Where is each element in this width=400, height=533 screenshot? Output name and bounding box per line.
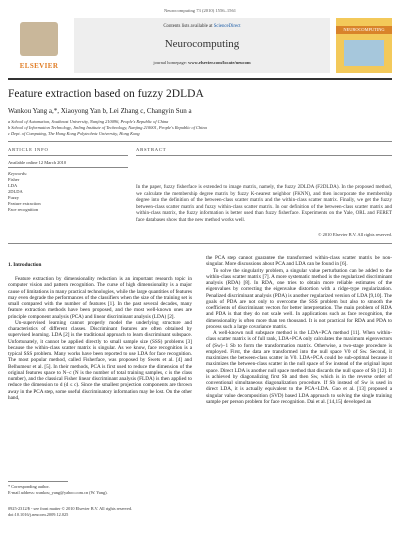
abstract-copyright: © 2010 Elsevier B.V. All rights reserved.	[318, 232, 392, 237]
issn-line: 0925-2312/$ - see front matter © 2010 Elsevier B.V. All rights reserved.	[8, 506, 133, 511]
abstract-heading: ABSTRACT	[136, 147, 167, 152]
keywords-label: Keywords:	[8, 171, 28, 176]
paragraph: A well-known null subspace method is the LDA+PCA method [11]. When within-class scatter matrix is of full rank, LDA+PCA only calculates the maximum eigenvectors of (Sw)−1 Sb to form the transformation matrix. Otherwise, a two-stage procedure is employed. First, the data are transformed into the null space V0 of Sw. Second, it maximizes the between-class scatter in V0. LDA+PCA could be sub-optimal because it maximizes the between-class scatter in the null space of Sw instead of the original input space. Direct LDA is another null space method that discards the null space of Sb [12]. It is achieved by diagonalizing first Sb and then Sw, which is in the reverse order of conventional simultaneous diagonalization procedure. If Sb instead of Sw is used in direct LDA, it is actually equivalent to the PCA+LDA. Gao et al. [13] proposed a singular value decomposition (SVD) based LDA approach to solving the single training sample per person problem for face recognition. Dai et al. [14,15] developed an	[206, 330, 392, 405]
paragraph: Feature extraction by dimensionality reduction is an important research topic in computer vision and pattern recognition. The curse of high dimensionality is a major cause of limitations in many practical technologies, while the large quantities of features may even degrade the performances of the classifiers when the size of the training set is small compared with the number of features [1]. In the past several decades, many feature extraction methods have been proposed, and the most well-known ones are principle component analysis (PCA) and linear discriminant analysis (LDA) [2].	[8, 276, 192, 320]
paragraph: the PCA step cannot guarantee the transformed within-class scatter matrix be non-singular. More discussions about PCA and LDA can be found in [6].	[206, 255, 392, 268]
journal-cover	[336, 18, 392, 73]
divider	[8, 141, 392, 142]
doi-link[interactable]: doi:10.1016/j.neucom.2009.12.025	[8, 512, 69, 517]
homepage-prefix: journal homepage:	[153, 60, 189, 65]
sciencedirect-link[interactable]: ScienceDirect	[213, 24, 241, 29]
tree-logo-icon	[20, 22, 58, 56]
keyword: Feature extraction	[8, 201, 41, 206]
section-heading: 1. Introduction	[8, 262, 42, 268]
paragraph: To solve the singularity problem, a singular value perturbation can be added to the within-class scatter matrix [7]. A more systematic method is the regularized discriminant analysis (RDA) [8]. In RDA, one tries to obtain more reliable estimates of the eigenvalues by correcting the eigenvalue distortion with a ridge-type regularization. Penalized discriminant analysis (PDA) is another regularized version of LDA [9,10]. The goals of PDA are not only to overcome the SSS problem but also to smooth the coefficients of discriminant vectors for better interpretation. The main problem of RDA and PDA is that they do not scale well. In applications such as face recognition, the dimensionality is often more than ten thousand. It is not practical for RDA and PDA to process such a large covariance matrix.	[206, 267, 392, 330]
affiliation: b School of Information Technology, Jinling Institute of Technology, Nanjing 210001, People's Republic of China	[8, 125, 207, 130]
affiliation: c Dept. of Computing, The Hong Kong Polytechnic University, Hong Kong	[8, 131, 140, 136]
journal-citation: Neurocomputing 73 (2010) 1556–1561	[163, 8, 237, 13]
footnote-rule	[8, 481, 68, 482]
divider	[8, 243, 392, 244]
divider	[8, 155, 128, 156]
body-column-left	[8, 276, 192, 401]
journal-header	[8, 18, 392, 73]
article-info-heading: ARTICLE INFO	[8, 147, 49, 152]
keyword: Fisher	[8, 177, 20, 182]
contents-prefix: Contents lists available at	[163, 24, 214, 29]
keyword: Face recognition	[8, 207, 39, 212]
publisher-logo	[8, 18, 70, 73]
keyword: LDA	[8, 183, 18, 188]
contents-line	[74, 24, 330, 29]
keyword: 2DLDA	[8, 189, 23, 194]
homepage-link[interactable]: www.elsevier.com/locate/neucom	[188, 60, 251, 65]
paragraph: Un-supervised learning cannot properly model the underlying structure and characteristics of different classes. Discriminant features are often obtained by supervised learning. LDA [2] is the traditional approach to learn discriminant subspace. Unfortunately, it cannot be applied directly to small sample size (SSS) problems [3] because the within-class scatter matrix is singular. As we know, face recognition is a typical SSS problem. Many works have been reported to use LDA for face recognition. The most popular method, called Fisherface, was proposed by Swets et al. [4] and Belhumeur et al. [5]. In their methods, PCA is first used to reduce the dimension of the original features space to N−c (N is the number of total training samples, c is the class number), and the classical Fisher linear discriminant analysis (FLDA) is then applied to reduce the dimension to d (d ≤ c). Since the smallest projection components are thrown away in the PCA step, some useful discriminatory information may be lost. On the other hand,	[8, 319, 192, 401]
keyword: Fuzzy	[8, 195, 19, 200]
header-rule	[8, 78, 392, 80]
publisher-name: ELSEVIER	[19, 62, 59, 70]
availability-date: Available online 12 March 2010	[8, 160, 67, 165]
footnote: * Corresponding author.	[8, 484, 50, 489]
cover-title: NEUROCOMPUTING	[343, 27, 385, 32]
homepage-line	[74, 60, 330, 65]
divider	[8, 167, 128, 168]
divider	[136, 155, 392, 156]
journal-banner	[74, 18, 330, 73]
footnote-email[interactable]: E-mail address: wankou_yang@yahoo.com.cn (W. Yang).	[8, 490, 108, 495]
journal-name: Neurocomputing	[164, 38, 240, 50]
affiliation: a School of Automation, Southeast University, Nanjing 210096, People's Republic of China	[8, 119, 169, 124]
body-column-right	[206, 255, 392, 405]
article-title: Feature extraction based on fuzzy 2DLDA	[8, 88, 204, 100]
abstract-text: In the paper, fuzzy fisherface is extended to image matrix, namely, the fuzzy 2DLDA (F2DLDA). In the proposed method, we calculate the membership degree matrix by fuzzy K-nearest neighbor (FKNN), and then incorporate the membership degree into the definition of the between-class scatter matrix and the within-class scatter matrix. Finally, we get the fuzzy between-class scatter matrix and fuzzy within-class scatter matrix. In our definition of the between-class scatter matrix and within-class matrix, the fuzzy information is better used than fuzzy fisherface. Experiments on the Yale, ORL and FERET face databases show that the new method works well.	[136, 184, 392, 223]
author-list: Wankou Yang a,*, Xiaoyong Yan b, Lei Zhang c, Changyin Sun a	[8, 107, 192, 115]
cover-image	[344, 40, 384, 66]
